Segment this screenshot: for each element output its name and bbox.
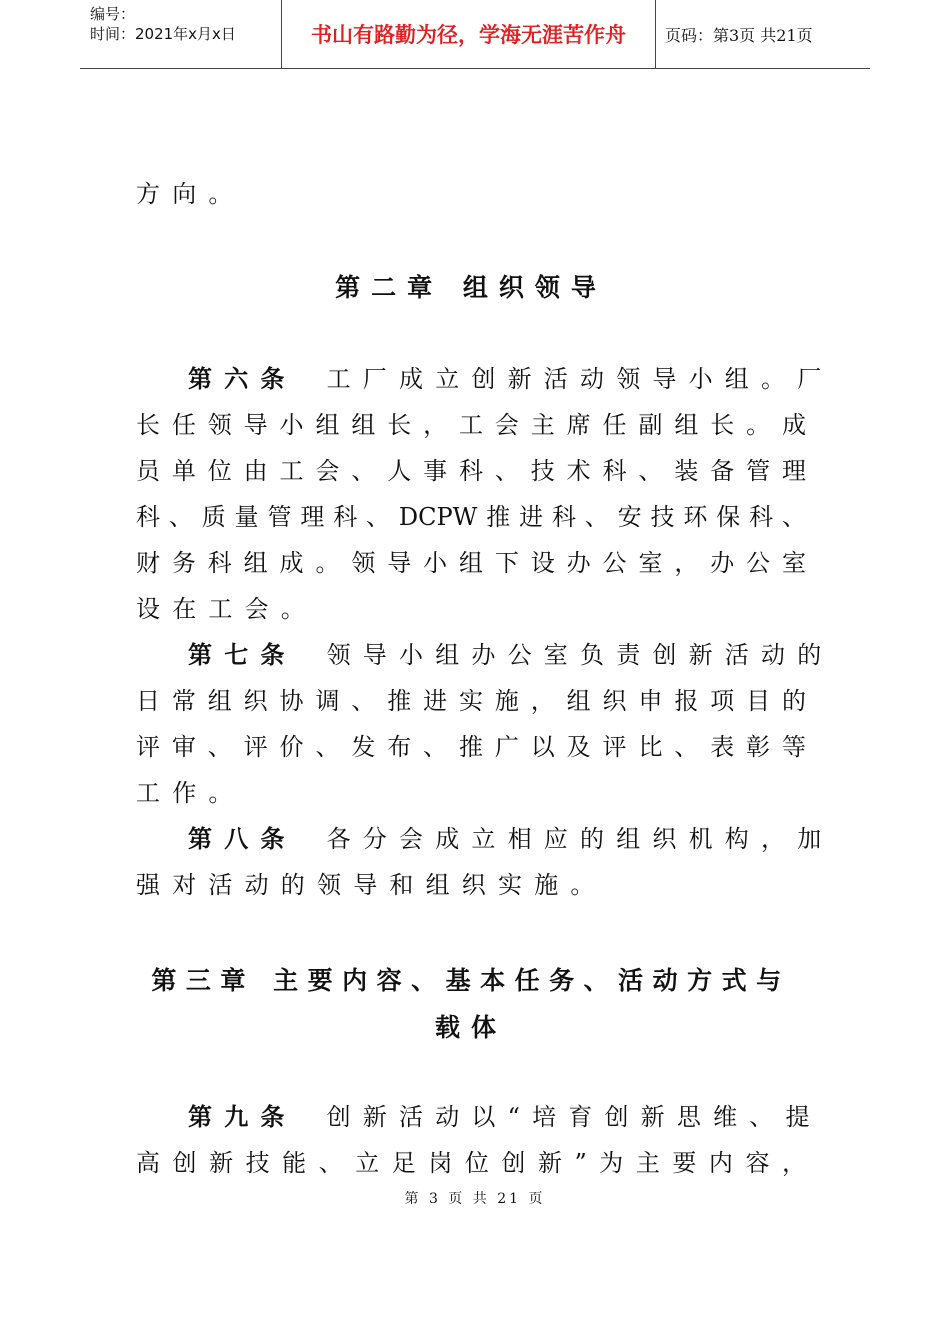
article-label: 第七条 <box>188 641 297 669</box>
text-line: 方向。 <box>136 180 245 208</box>
header-meta <box>90 4 236 44</box>
chapter-heading: 第二章 组织领导 <box>335 273 607 302</box>
article-8-line <box>136 816 834 862</box>
article-7-line <box>136 632 834 678</box>
text-line: 员单位由工会、人事科、技术科、装备管理 <box>136 457 806 485</box>
text-line: 强对活动的领导和组织实施。 <box>136 871 607 899</box>
article-text: 各分会成立相应的组织机构，加 <box>326 825 834 853</box>
article-9-line <box>136 1094 822 1140</box>
text-line: 科、质量管理科、DCPW推进科、安技环保科、 <box>136 503 806 531</box>
header-motto: 书山有路勤为径，学海无涯苦作舟 <box>311 23 626 47</box>
text-line: 高创新技能、立足岗位创新”为主要内容， <box>136 1149 806 1177</box>
page-header <box>80 0 870 69</box>
article-text: 创新活动以“培育创新思维、提 <box>326 1103 822 1131</box>
article-text: 领导小组办公室负责创新活动的 <box>326 641 834 669</box>
text-line: 财务科组成。领导小组下设办公室，办公室 <box>136 549 806 577</box>
header-divider <box>655 0 656 68</box>
article-6-line <box>136 356 834 402</box>
article-text: 工厂成立创新活动领导小组。厂 <box>326 365 834 393</box>
number-label: 编号： <box>90 5 136 23</box>
page-footer: 第 3 页 共 21 页 <box>404 1191 546 1207</box>
chapter-heading: 第三章 主要内容、基本任务、活动方式与 <box>151 966 791 995</box>
text-line: 评审、评价、发布、推广以及评比、表彰等 <box>136 733 806 761</box>
time-label: 时间：2021年x月x日 <box>90 25 236 43</box>
chapter-heading: 载体 <box>434 1013 507 1042</box>
text-line: 工作。 <box>136 779 245 807</box>
text-line: 日常组织协调、推进实施，组织申报项目的 <box>136 687 806 715</box>
article-label: 第九条 <box>188 1103 297 1131</box>
text-line: 长任领导小组组长，工会主席任副组长。成 <box>136 411 806 439</box>
header-page-info: 页码：第3页 共21页 <box>665 25 813 45</box>
article-label: 第八条 <box>188 825 297 853</box>
article-label: 第六条 <box>188 365 297 393</box>
text-line: 设在工会。 <box>136 595 317 623</box>
